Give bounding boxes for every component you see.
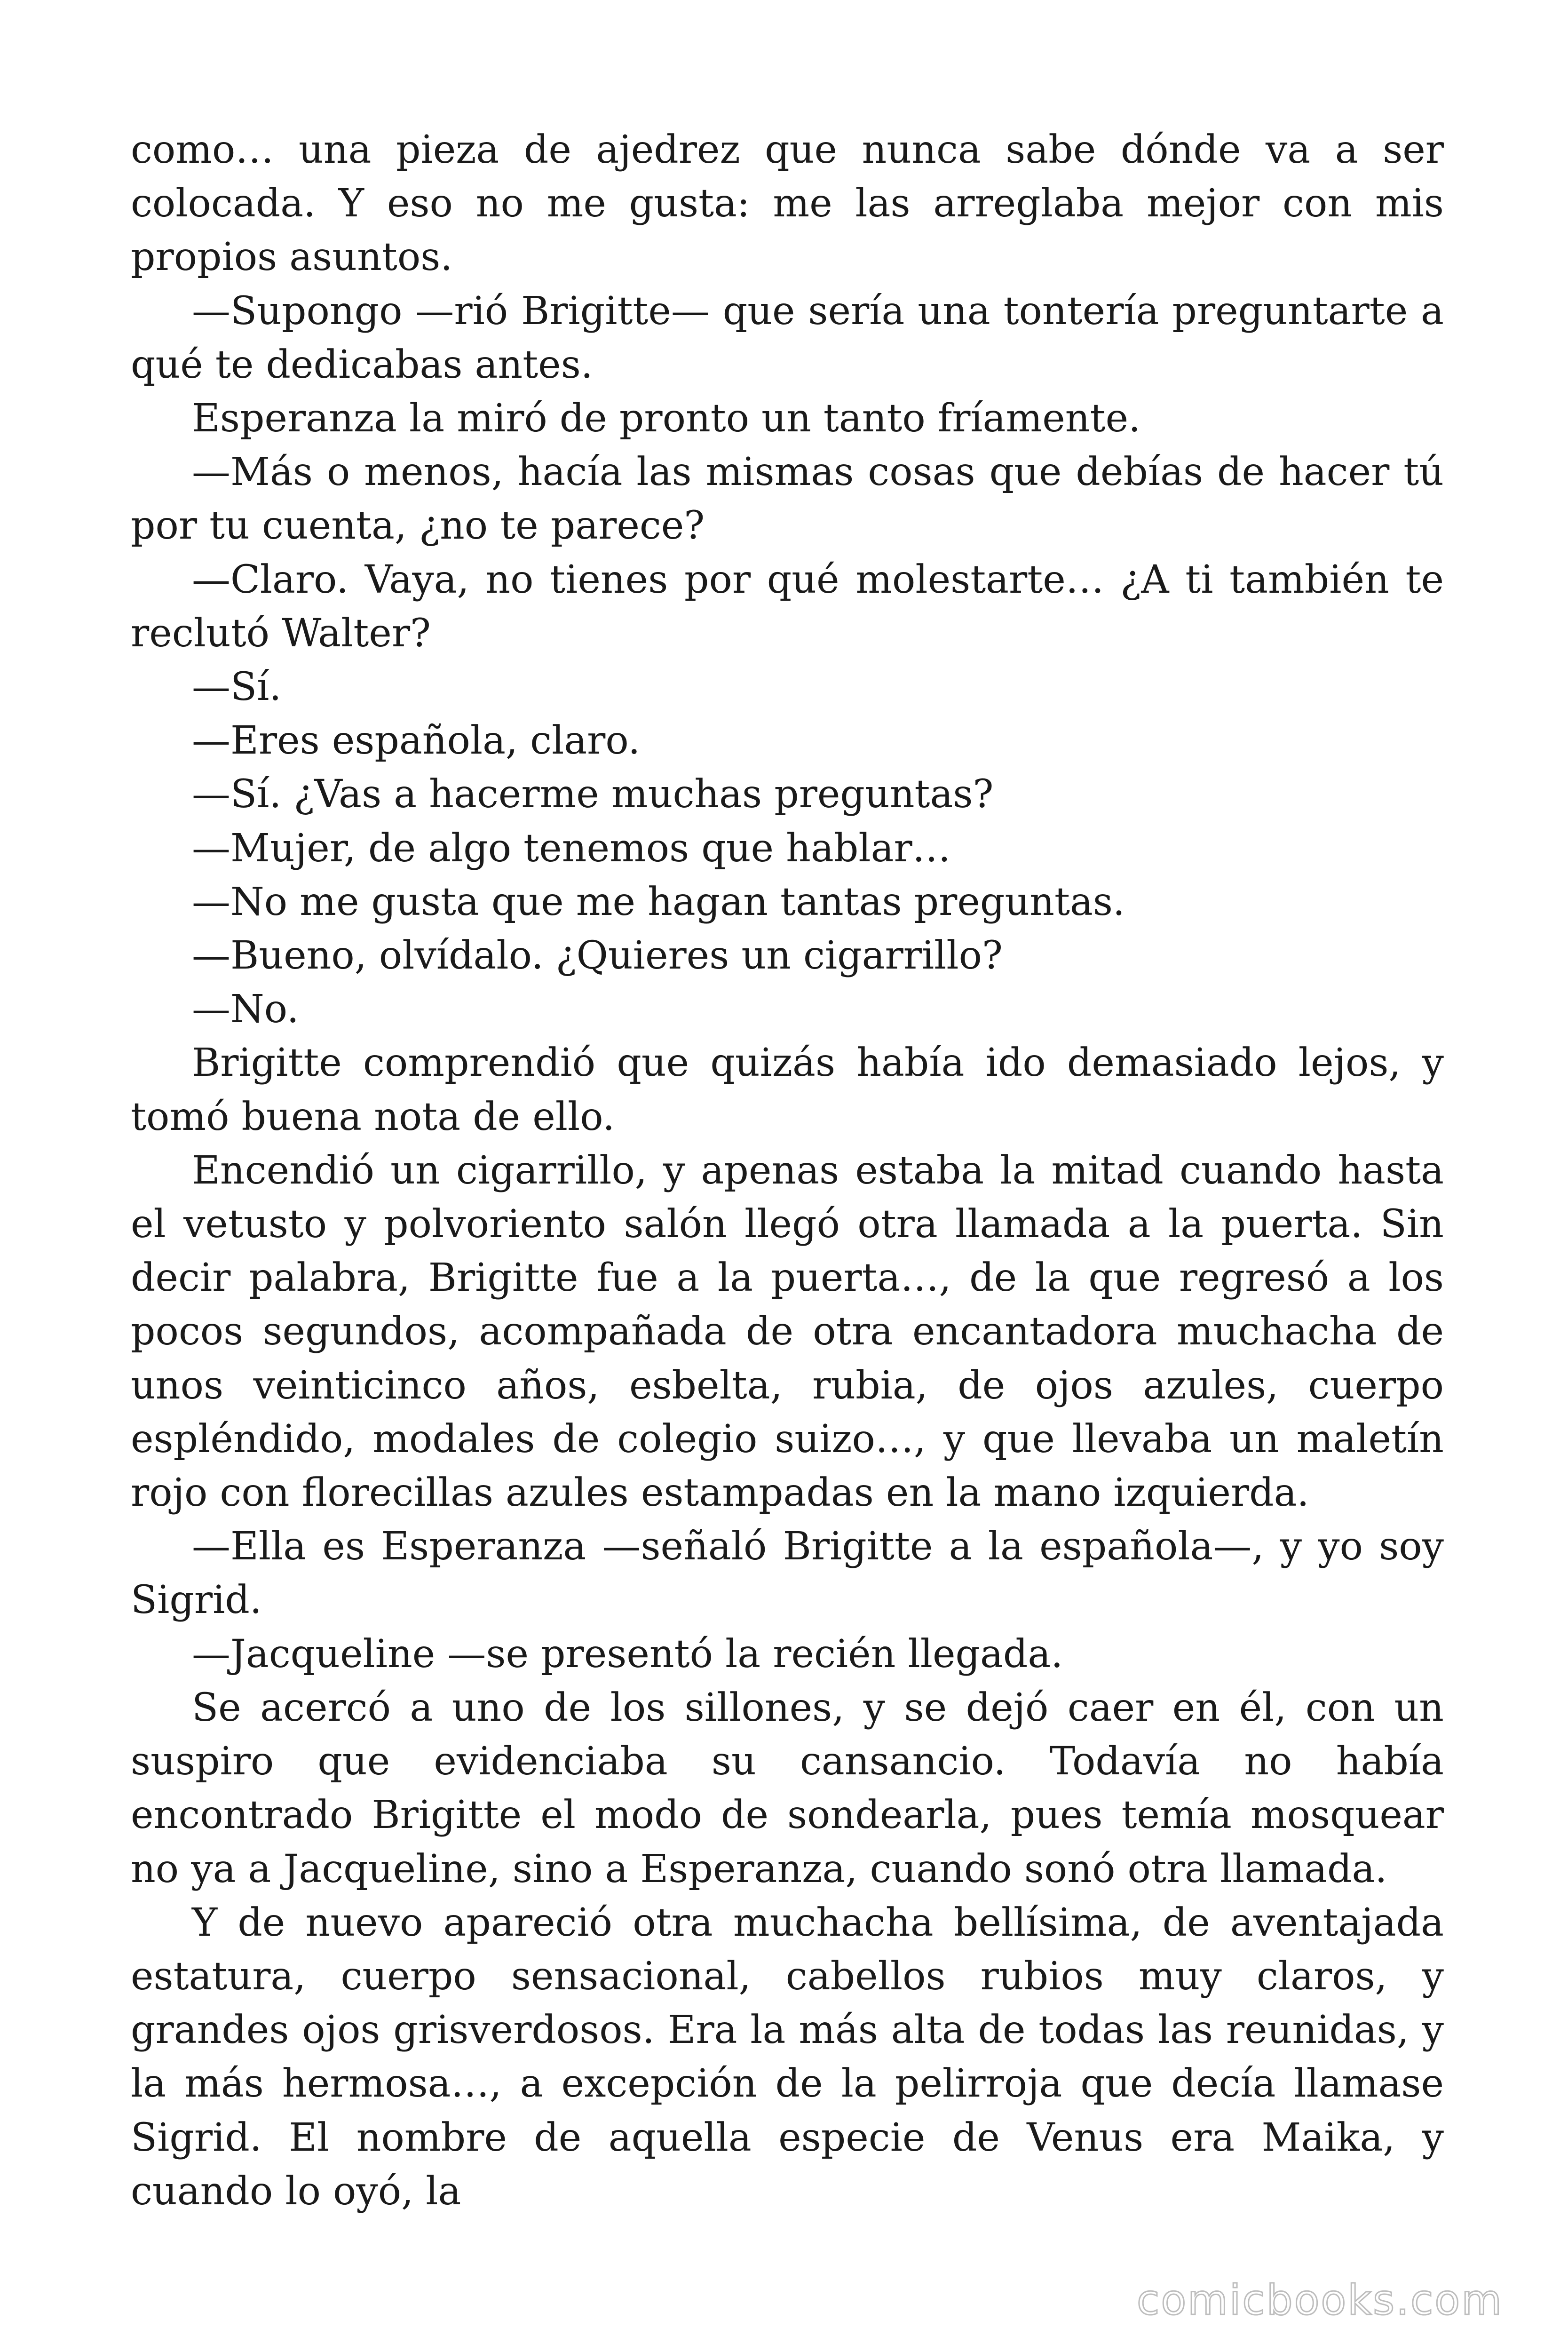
paragraph-4: —Más o menos, hacía las mismas cosas que debías de hacer tú por tu cuenta, ¿no te parece?	[131, 450, 1444, 548]
paragraph-7: —Eres española, claro.	[192, 718, 641, 763]
paragraph-5: —Claro. Vaya, no tienes por qué molestarte… ¿A ti también te reclutó Walter?	[131, 557, 1444, 656]
paragraph-16: —Jacqueline —se presentó la recién llegada.	[192, 1631, 1063, 1677]
paragraph-1: como… una pieza de ajedrez que nunca sabe dónde va a ser colocada. Y eso no me gusta: me las arreglaba mejor con mis propios asuntos.	[131, 127, 1444, 280]
paragraph-3: Esperanza la miró de pronto un tanto fríamente.	[192, 396, 1141, 441]
watermark-text: comicbooks.com	[1136, 2276, 1503, 2324]
paragraph-18: Y de nuevo apareció otra muchacha bellísima, de aventajada estatura, cuerpo sensacional, cabellos rubios muy claros, y grandes ojos grisverdosos. Era la más alta de todas las reunidas, y la más hermosa…, a excepción de la pelirroja que decía llamase Sigrid. El nombre de aquella especie de Venus era Maika, y cuando lo oyó, la	[131, 1900, 1444, 2214]
paragraph-13: Brigitte comprendió que quizás había ido demasiado lejos, y tomó buena nota de ello.	[131, 1041, 1444, 1139]
body-text	[131, 123, 1444, 2218]
paragraph-9: —Mujer, de algo tenemos que hablar…	[192, 826, 951, 871]
paragraph-2: —Supongo —rió Brigitte— que sería una tontería preguntarte a qué te dedicabas antes.	[131, 288, 1444, 387]
paragraph-15: —Ella es Esperanza —señaló Brigitte a la española—, y yo soy Sigrid.	[131, 1524, 1444, 1623]
paragraph-6: —Sí.	[192, 665, 282, 710]
paragraph-10: —No me gusta que me hagan tantas preguntas.	[192, 879, 1125, 924]
paragraph-14: Encendió un cigarrillo, y apenas estaba la mitad cuando hasta el vetusto y polvoriento salón llegó otra llamada a la puerta. Sin decir palabra, Brigitte fue a la puerta…, de la que regresó a los pocos segundos, acompañada de otra encantadora muchacha de unos veinticinco años, esbelta, rubia, de ojos azules, cuerpo espléndido, modales de colegio suizo…, y que llevaba un maletín rojo con florecillas azules estampadas en la mano izquierda.	[131, 1148, 1444, 1516]
paragraph-11: —Bueno, olvídalo. ¿Quieres un cigarrillo?	[192, 933, 1003, 978]
paragraph-8: —Sí. ¿Vas a hacerme muchas preguntas?	[192, 772, 994, 817]
paragraph-17: Se acercó a uno de los sillones, y se dejó caer en él, con un suspiro que evidenciaba su cansancio. Todavía no había encontrado Brigitte el modo de sondearla, pues temía mosquear no ya a Jacqueline, sino a Esperanza, cuando sonó otra llamada.	[131, 1685, 1444, 1891]
paragraph-12: —No.	[192, 987, 299, 1032]
